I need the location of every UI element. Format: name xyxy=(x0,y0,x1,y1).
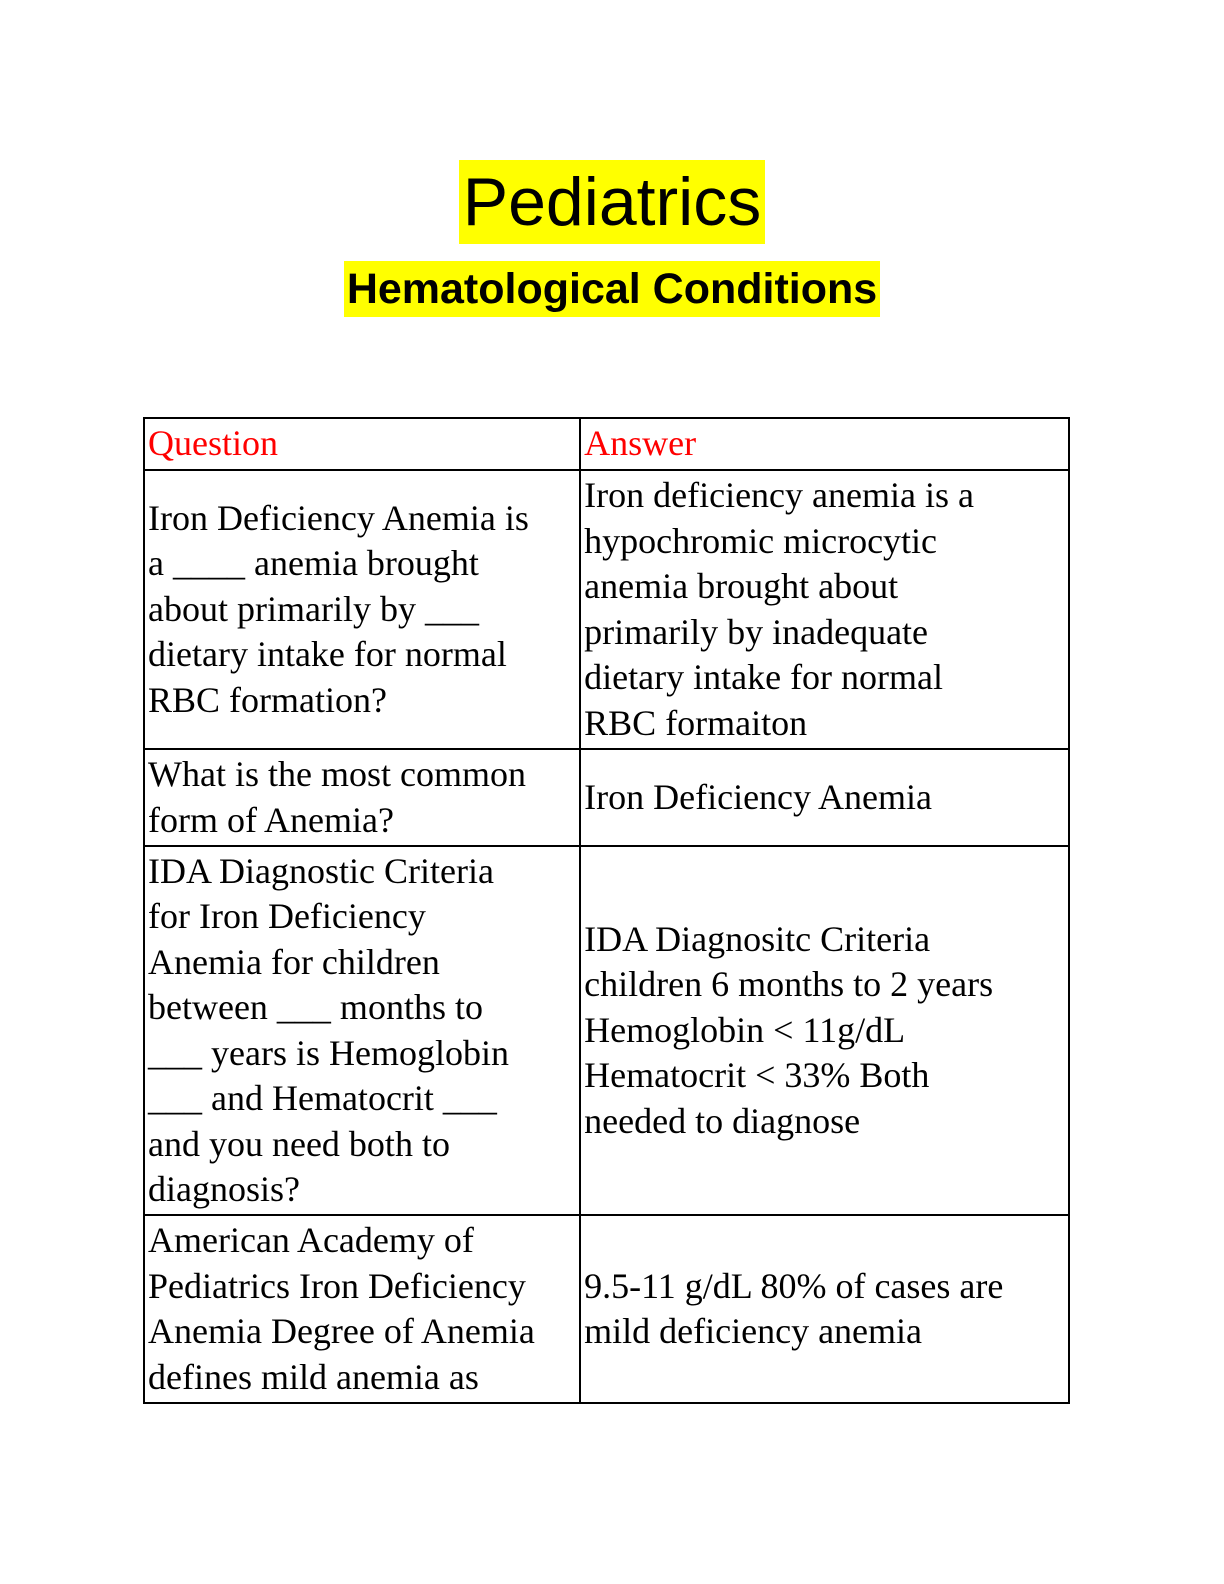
answer-cell: IDA Diagnositc Criteria children 6 months to 2 years Hemoglobin < 11g/dL Hematocrit < 33% Both needed to diagnose xyxy=(580,846,1069,1215)
answer-column-header: Answer xyxy=(580,418,1069,470)
answer-cell: Iron deficiency anemia is a hypochromic microcytic anemia brought about primarily by inadequate dietary intake for normal RBC formaiton xyxy=(580,470,1069,749)
document-subtitle-wrapper xyxy=(0,261,1224,317)
question-cell: What is the most common form of Anemia? xyxy=(144,749,580,846)
table-row xyxy=(144,749,1069,846)
table-header-row xyxy=(144,418,1069,470)
qa-table xyxy=(143,417,1070,1404)
table-row xyxy=(144,1215,1069,1403)
table-row xyxy=(144,470,1069,749)
question-cell: American Academy of Pediatrics Iron Deficiency Anemia Degree of Anemia defines mild anemia as xyxy=(144,1215,580,1403)
question-cell: IDA Diagnostic Criteria for Iron Deficiency Anemia for children between ___ months to ___ years is Hemoglobin ___ and Hematocrit ___ and you need both to diagnosis? xyxy=(144,846,580,1215)
document-title-wrapper xyxy=(0,160,1224,244)
document-title: Pediatrics xyxy=(459,160,766,244)
question-column-header: Question xyxy=(144,418,580,470)
question-cell: Iron Deficiency Anemia is a ____ anemia brought about primarily by ___ dietary intake for normal RBC formation? xyxy=(144,470,580,749)
answer-cell: Iron Deficiency Anemia xyxy=(580,749,1069,846)
answer-cell: 9.5-11 g/dL 80% of cases are mild deficiency anemia xyxy=(580,1215,1069,1403)
table-row xyxy=(144,846,1069,1215)
document-subtitle: Hematological Conditions xyxy=(344,261,880,317)
